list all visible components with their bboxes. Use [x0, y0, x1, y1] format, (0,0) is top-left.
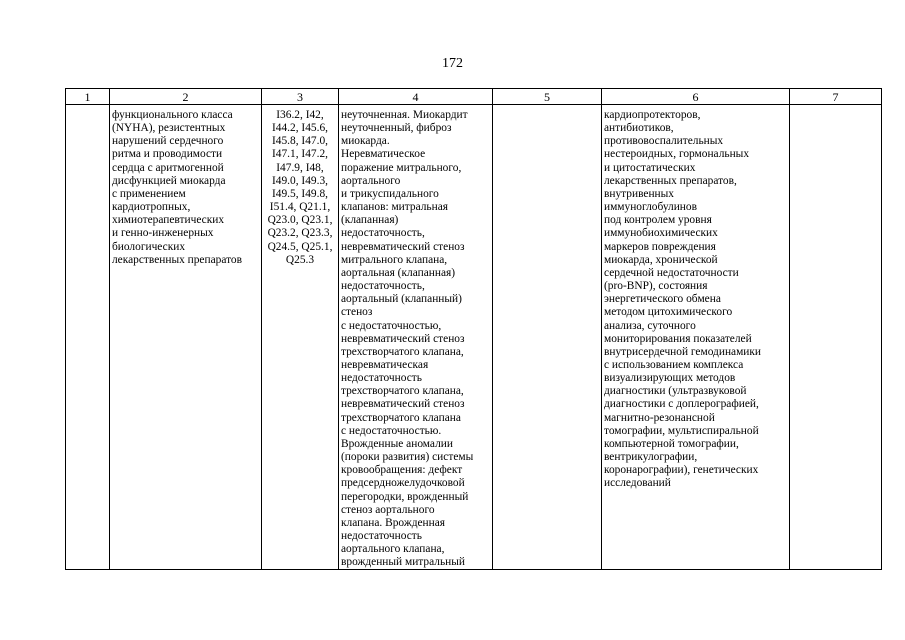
- column-header-3: 3: [262, 89, 339, 105]
- cell-col7: [790, 105, 882, 570]
- cell-icd-codes: I36.2, I42, I44.2, I45.6, I45.8, I47.0, I47.1, I47.2, I47.9, I48, I49.0, I49.3, I49.5, I49.8, I51.4, Q21.1, Q23.0, Q23.1, Q23.2, Q23.3, Q24.5, Q25.1, Q25.3: [262, 105, 339, 570]
- cell-diagnosis: неуточненная. Миокардит неуточненный, фиброз миокарда. Неревматическое поражение митрального, аортального и трикуспидального клапанов: митральная (клапанная) недостаточность, невревматический стеноз митрального клапана, аортальная (клапанная) недостаточность, аортальный (клапанный) стеноз с недостаточностью, невревматический стеноз трехстворчатого клапана, невревматическая недостаточность трехстворчатого клапана, невревматический стеноз трехстворчатого клапана с недостаточностью. Врожденные аномалии (пороки развития) системы кровообращения: дефект предсердножелудочковой перегородки, врожденный стеноз аортального клапана. Врожденная недостаточность аортального клапана, врожденный митральный: [339, 105, 493, 570]
- table-header-row: [66, 89, 882, 105]
- column-header-6: 6: [602, 89, 790, 105]
- cell-col5: [493, 105, 602, 570]
- column-header-1: 1: [66, 89, 110, 105]
- document-table: [65, 88, 882, 570]
- column-header-2: 2: [110, 89, 262, 105]
- cell-treatment-method: кардиопротекторов, антибиотиков, противовоспалительных нестероидных, гормональных и цитостатических лекарственных препаратов, внутривенных иммуноглобулинов под контролем уровня иммунобиохимических маркеров повреждения миокарда, хронической сердечной недостаточности (pro-BNP), состояния энергетического обмена методом цитохимического анализа, суточного мониторирования показателей внутрисердечной гемодинамики с использованием комплекса визуализирующих методов диагностики (ультразвуковой диагностики с доплерографией, магнитно-резонансной томографии, мультиспиральной компьютерной томографии, вентрикулографии, коронарографии), генетических исследований: [602, 105, 790, 570]
- column-header-4: 4: [339, 89, 493, 105]
- cell-col1: [66, 105, 110, 570]
- table-row: [66, 105, 882, 570]
- column-header-7: 7: [790, 89, 882, 105]
- page-number: 172: [442, 56, 463, 71]
- cell-condition-description: функционального класса (NYHA), резистентных нарушений сердечного ритма и проводимости сердца с аритмогенной дисфункцией миокарда с применением кардиотропных, химиотерапевтических и генно-инженерных биологических лекарственных препаратов: [110, 105, 262, 570]
- column-header-5: 5: [493, 89, 602, 105]
